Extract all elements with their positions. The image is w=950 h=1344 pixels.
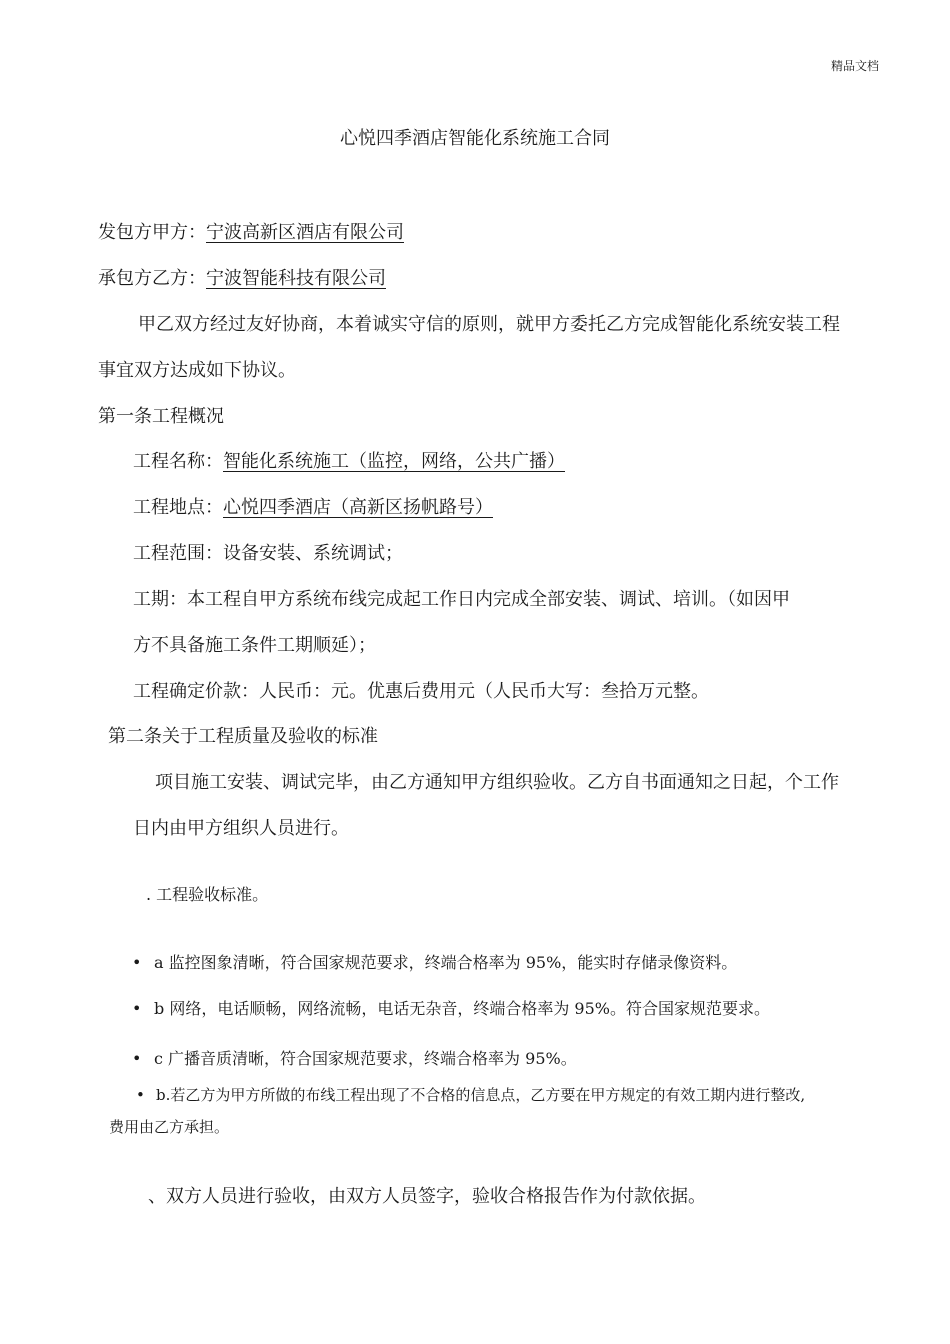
project-period-line-2: 方不具备施工条件工期顺延）；	[133, 635, 376, 656]
bullet-icon: •	[132, 953, 142, 972]
party-a	[98, 218, 404, 244]
project-price: 工程确定价款：人民币：元。优惠后费用元（人民币大写：叁拾万元整。	[133, 681, 709, 702]
acceptance-line-2: 日内由甲方组织人员进行。	[133, 818, 349, 839]
rework-text: b.若乙方为甲方所做的布线工程出现了不合格的信息点，乙方要在甲方规定的有效工期内进行整改,	[156, 1086, 806, 1104]
project-location	[133, 493, 493, 519]
signoff-line: 、双方人员进行验收，由双方人员签字，验收合格报告作为付款依据。	[148, 1186, 706, 1207]
party-a-label: 发包方甲方：	[98, 222, 206, 243]
project-location-value: 心悦四季酒店（高新区扬帆路号）	[223, 497, 493, 518]
bullet-icon: •	[136, 1086, 145, 1104]
article-2-heading: 第二条关于工程质量及验收的标准	[108, 726, 378, 747]
list-item-text: a 监控图象清晰，符合国家规范要求，终端合格率为 95%，能实时存储录像资料。	[154, 953, 738, 972]
party-b	[98, 264, 386, 290]
intro-line-1: 甲乙双方经过友好协商，本着诚实守信的原则，就甲方委托乙方完成智能化系统安装工程	[138, 314, 840, 335]
rework-line-1	[136, 1084, 805, 1105]
intro-line-2: 事宜双方达成如下协议。	[98, 360, 296, 381]
project-name	[133, 447, 565, 473]
party-a-value: 宁波高新区酒店有限公司	[206, 222, 404, 243]
bullet-icon: •	[132, 999, 142, 1018]
list-item	[132, 950, 737, 973]
party-b-value: 宁波智能科技有限公司	[206, 268, 386, 289]
acceptance-line-1: 项目施工安装、调试完毕，由乙方通知甲方组织验收。乙方自书面通知之日起，个工作	[155, 772, 839, 793]
party-b-label: 承包方乙方：	[98, 268, 206, 289]
standards-heading: . 工程验收标准。	[146, 885, 269, 904]
project-location-label: 工程地点：	[133, 497, 223, 518]
list-item-text: c 广播音质清晰，符合国家规范要求，终端合格率为 95%。	[154, 1049, 577, 1068]
project-name-label: 工程名称：	[133, 451, 223, 472]
bullet-icon: •	[132, 1049, 142, 1068]
document-title: 心悦四季酒店智能化系统施工合同	[340, 128, 610, 149]
article-1-heading: 第一条工程概况	[98, 406, 224, 427]
list-item	[132, 1046, 577, 1069]
project-scope: 工程范围：设备安装、系统调试；	[133, 543, 403, 564]
project-name-value: 智能化系统施工（监控，网络，公共广播）	[223, 451, 565, 472]
watermark: 精品文档	[831, 59, 880, 73]
rework-line-2: 费用由乙方承担。	[109, 1118, 230, 1136]
list-item-text: b 网络，电话顺畅，网络流畅，电话无杂音，终端合格率为 95%。符合国家规范要求。	[154, 999, 770, 1018]
project-period-line-1: 工期：本工程自甲方系统布线完成起工作日内完成全部安装、调试、培训。（如因甲	[133, 589, 790, 610]
list-item	[132, 996, 770, 1019]
